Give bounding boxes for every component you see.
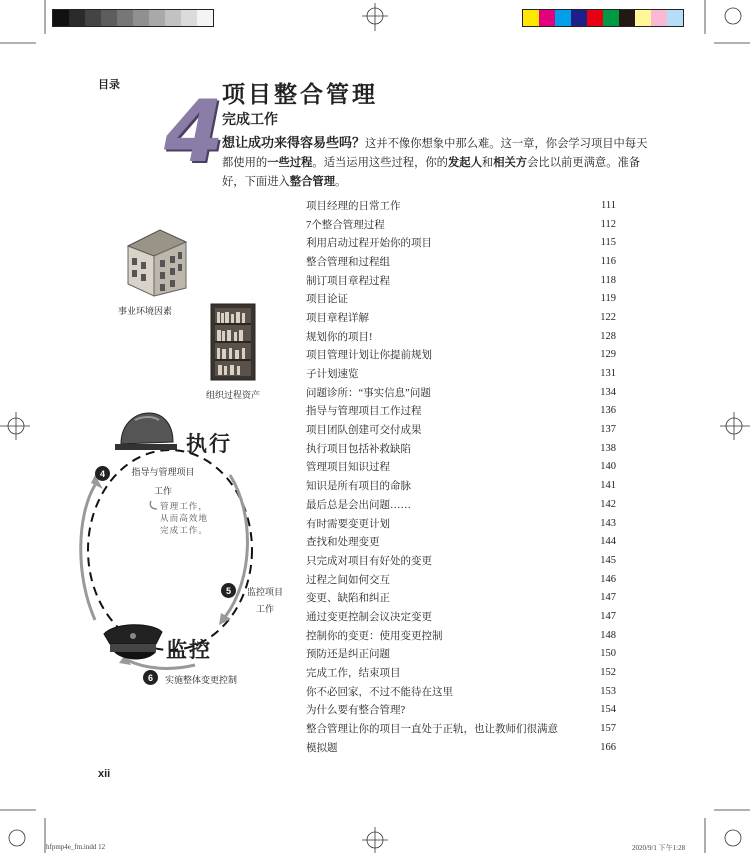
toc-title: 利用启动过程开始你的项目 — [306, 238, 432, 250]
toc-row — [306, 719, 616, 738]
intro-text: 这并不像你想象中那么难。这一章，你会学习项目中每天都使用的 — [222, 138, 648, 169]
toc-page: 112 — [600, 218, 616, 230]
color-swatch — [571, 10, 587, 26]
grayscale-calibration-bar — [52, 9, 214, 27]
toc-title: 项目管理计划让你提前规划 — [306, 350, 432, 362]
toc-title: 最后总是会出问题…… — [306, 499, 411, 511]
toc-row — [306, 626, 616, 645]
toc-title: 指导与管理项目工作过程 — [306, 406, 422, 418]
color-swatch — [523, 10, 539, 26]
toc-row — [306, 271, 616, 290]
toc-page: 144 — [600, 536, 616, 548]
toc-row — [306, 514, 616, 533]
section-label: 目录 — [98, 79, 120, 91]
step4-line1: 指导与管理项目 — [131, 467, 195, 477]
color-swatch — [539, 10, 555, 26]
note-line2: 从而高效地 — [160, 513, 208, 523]
color-swatch — [555, 10, 571, 26]
bookshelf-icon — [209, 302, 257, 382]
intro-bold: 整合管理 — [289, 176, 335, 188]
note-line3: 完成工作。 — [160, 525, 208, 535]
toc-title: 有时需要变更计划 — [306, 518, 390, 530]
step-badge-5: 5 — [221, 583, 236, 598]
toc-page: 147 — [600, 592, 616, 604]
intro-bold: 发起人 — [447, 157, 482, 169]
toc-row — [306, 327, 616, 346]
toc-page: 122 — [600, 311, 616, 323]
toc-title: 问题诊所：“事实信息”问题 — [306, 387, 431, 399]
gray-swatch — [181, 10, 197, 26]
execute-label: 执行 — [186, 432, 232, 456]
color-swatch — [603, 10, 619, 26]
police-cap-icon — [100, 618, 166, 662]
toc-row — [306, 701, 616, 720]
toc-row — [306, 663, 616, 682]
handwritten-note — [160, 500, 208, 536]
toc-page: 141 — [600, 480, 616, 492]
toc-row — [306, 682, 616, 701]
toc-title: 项目章程详解 — [306, 312, 369, 324]
toc-row — [306, 532, 616, 551]
gray-swatch — [69, 10, 85, 26]
toc-title: 只完成对项目有好处的变更 — [306, 555, 432, 567]
page-number: xii — [98, 768, 111, 780]
toc-page: 153 — [600, 685, 616, 697]
toc-row — [306, 196, 616, 215]
toc-title: 项目团队创建可交付成果 — [306, 425, 422, 437]
toc-row — [306, 383, 616, 402]
color-calibration-bar — [522, 9, 684, 27]
toc-page: 147 — [600, 610, 616, 622]
gray-swatch — [117, 10, 133, 26]
toc-title: 子计划速览 — [306, 369, 359, 381]
toc-row — [306, 458, 616, 477]
color-swatch — [587, 10, 603, 26]
toc-title: 你不必回家，不过不能待在这里 — [306, 686, 453, 698]
hardhat-icon — [113, 410, 179, 454]
toc-title: 项目经理的日常工作 — [306, 200, 401, 212]
intro-text: 。 — [335, 176, 347, 188]
toc-row — [306, 289, 616, 308]
toc-row — [306, 588, 616, 607]
chapter-subtitle: 完成工作 — [222, 111, 278, 127]
toc-title: 整合管理让你的项目一直处于正轨，也让教师们很满意 — [306, 724, 558, 736]
toc-title: 项目论证 — [306, 294, 348, 306]
toc-page: 143 — [600, 517, 616, 529]
step5-line2: 工作 — [255, 604, 274, 614]
toc-title: 变更、缺陷和纠正 — [306, 593, 390, 605]
toc-title: 知识是所有项目的命脉 — [306, 481, 411, 493]
intro-bold: 相关方 — [493, 157, 528, 169]
toc-row — [306, 495, 616, 514]
toc-page: 111 — [601, 199, 616, 211]
color-swatch — [667, 10, 683, 26]
toc-page: 140 — [600, 461, 616, 473]
toc-row — [306, 439, 616, 458]
toc-row — [306, 346, 616, 365]
toc-title: 执行项目包括补救缺陷 — [306, 443, 411, 455]
gray-swatch — [101, 10, 117, 26]
toc-row — [306, 233, 616, 252]
intro-lead: 想让成功来得容易些吗？ — [222, 135, 366, 150]
toc-page: 129 — [600, 349, 616, 361]
toc-title: 管理项目知识过程 — [306, 462, 390, 474]
toc-page: 116 — [600, 255, 616, 267]
color-swatch — [651, 10, 667, 26]
toc-row — [306, 645, 616, 664]
step6-caption: 实施整体变更控制 — [165, 675, 238, 685]
toc-page: 115 — [600, 237, 616, 249]
toc-title: 查找和处理变更 — [306, 537, 380, 549]
toc-page: 119 — [600, 293, 616, 305]
toc-page: 134 — [600, 386, 616, 398]
building-icon — [120, 222, 192, 298]
intro-bold: 一些过程 — [267, 157, 313, 169]
toc-row — [306, 420, 616, 439]
toc-title: 规划你的项目! — [306, 331, 373, 343]
toc-page: 145 — [600, 554, 616, 566]
toc-page: 150 — [600, 648, 616, 660]
intro-text: 和 — [481, 157, 494, 169]
step4-line2: 工作 — [153, 486, 172, 496]
toc-page: 154 — [600, 704, 616, 716]
toc-page: 137 — [600, 424, 616, 436]
gray-swatch — [165, 10, 181, 26]
color-swatch — [619, 10, 635, 26]
step4-caption — [118, 465, 208, 497]
file-info: hfpmp4e_fm.indd 12 — [46, 843, 106, 851]
toc-page: 146 — [600, 573, 616, 585]
step5-line1: 监控项目 — [246, 587, 283, 597]
toc-title: 通过变更控制会议决定变更 — [306, 611, 432, 623]
toc-row — [306, 402, 616, 421]
color-swatch — [635, 10, 651, 26]
toc-title: 为什么要有整合管理? — [306, 705, 406, 717]
toc-row — [306, 551, 616, 570]
toc-row — [306, 308, 616, 327]
toc-page: 118 — [600, 274, 616, 286]
toc-page: 157 — [600, 723, 616, 735]
gray-swatch — [197, 10, 213, 26]
gray-swatch — [133, 10, 149, 26]
toc-title: 控制你的变更：使用变更控制 — [306, 630, 443, 642]
toc-title: 制订项目章程过程 — [306, 275, 390, 287]
timestamp: 2020/9/1 下午1:28 — [632, 844, 686, 852]
toc-title: 整合管理和过程组 — [306, 256, 390, 268]
step5-caption — [240, 585, 290, 615]
gray-swatch — [85, 10, 101, 26]
toc-row — [306, 570, 616, 589]
toc-page: 142 — [600, 498, 616, 510]
toc-row — [306, 252, 616, 271]
monitor-label: 监控 — [166, 638, 212, 662]
table-of-contents — [306, 196, 616, 757]
toc-row — [306, 364, 616, 383]
toc-title: 预防还是纠正问题 — [306, 649, 390, 661]
chapter-intro — [222, 133, 652, 192]
toc-title: 模拟题 — [306, 742, 338, 754]
toc-page: 136 — [600, 405, 616, 417]
org-assets-caption: 组织过程资产 — [206, 390, 261, 400]
gray-swatch — [53, 10, 69, 26]
chapter-number: 4 — [164, 82, 224, 182]
toc-title: 完成工作，结束项目 — [306, 668, 401, 680]
intro-text: 。适当运用这些过程，你的 — [312, 157, 448, 169]
gray-swatch — [149, 10, 165, 26]
enterprise-factors-caption: 事业环境因素 — [118, 306, 173, 316]
toc-page: 152 — [600, 667, 616, 679]
toc-row — [306, 738, 616, 757]
intro-text: 会比以前更满意。准备好，下面进入 — [222, 157, 641, 188]
toc-title: 7个整合管理过程 — [306, 219, 385, 231]
toc-page: 166 — [600, 741, 616, 753]
toc-page: 138 — [600, 442, 616, 454]
toc-row — [306, 476, 616, 495]
toc-page: 131 — [600, 368, 616, 380]
chapter-title: 项目整合管理 — [222, 81, 378, 107]
note-line1: 管理工作， — [160, 501, 208, 511]
toc-row — [306, 215, 616, 234]
step-badge-6: 6 — [143, 670, 158, 685]
toc-page: 148 — [600, 629, 616, 641]
toc-page: 128 — [600, 330, 616, 342]
toc-row — [306, 607, 616, 626]
toc-title: 过程之间如何交互 — [306, 574, 390, 586]
step-badge-4: 4 — [95, 466, 110, 481]
